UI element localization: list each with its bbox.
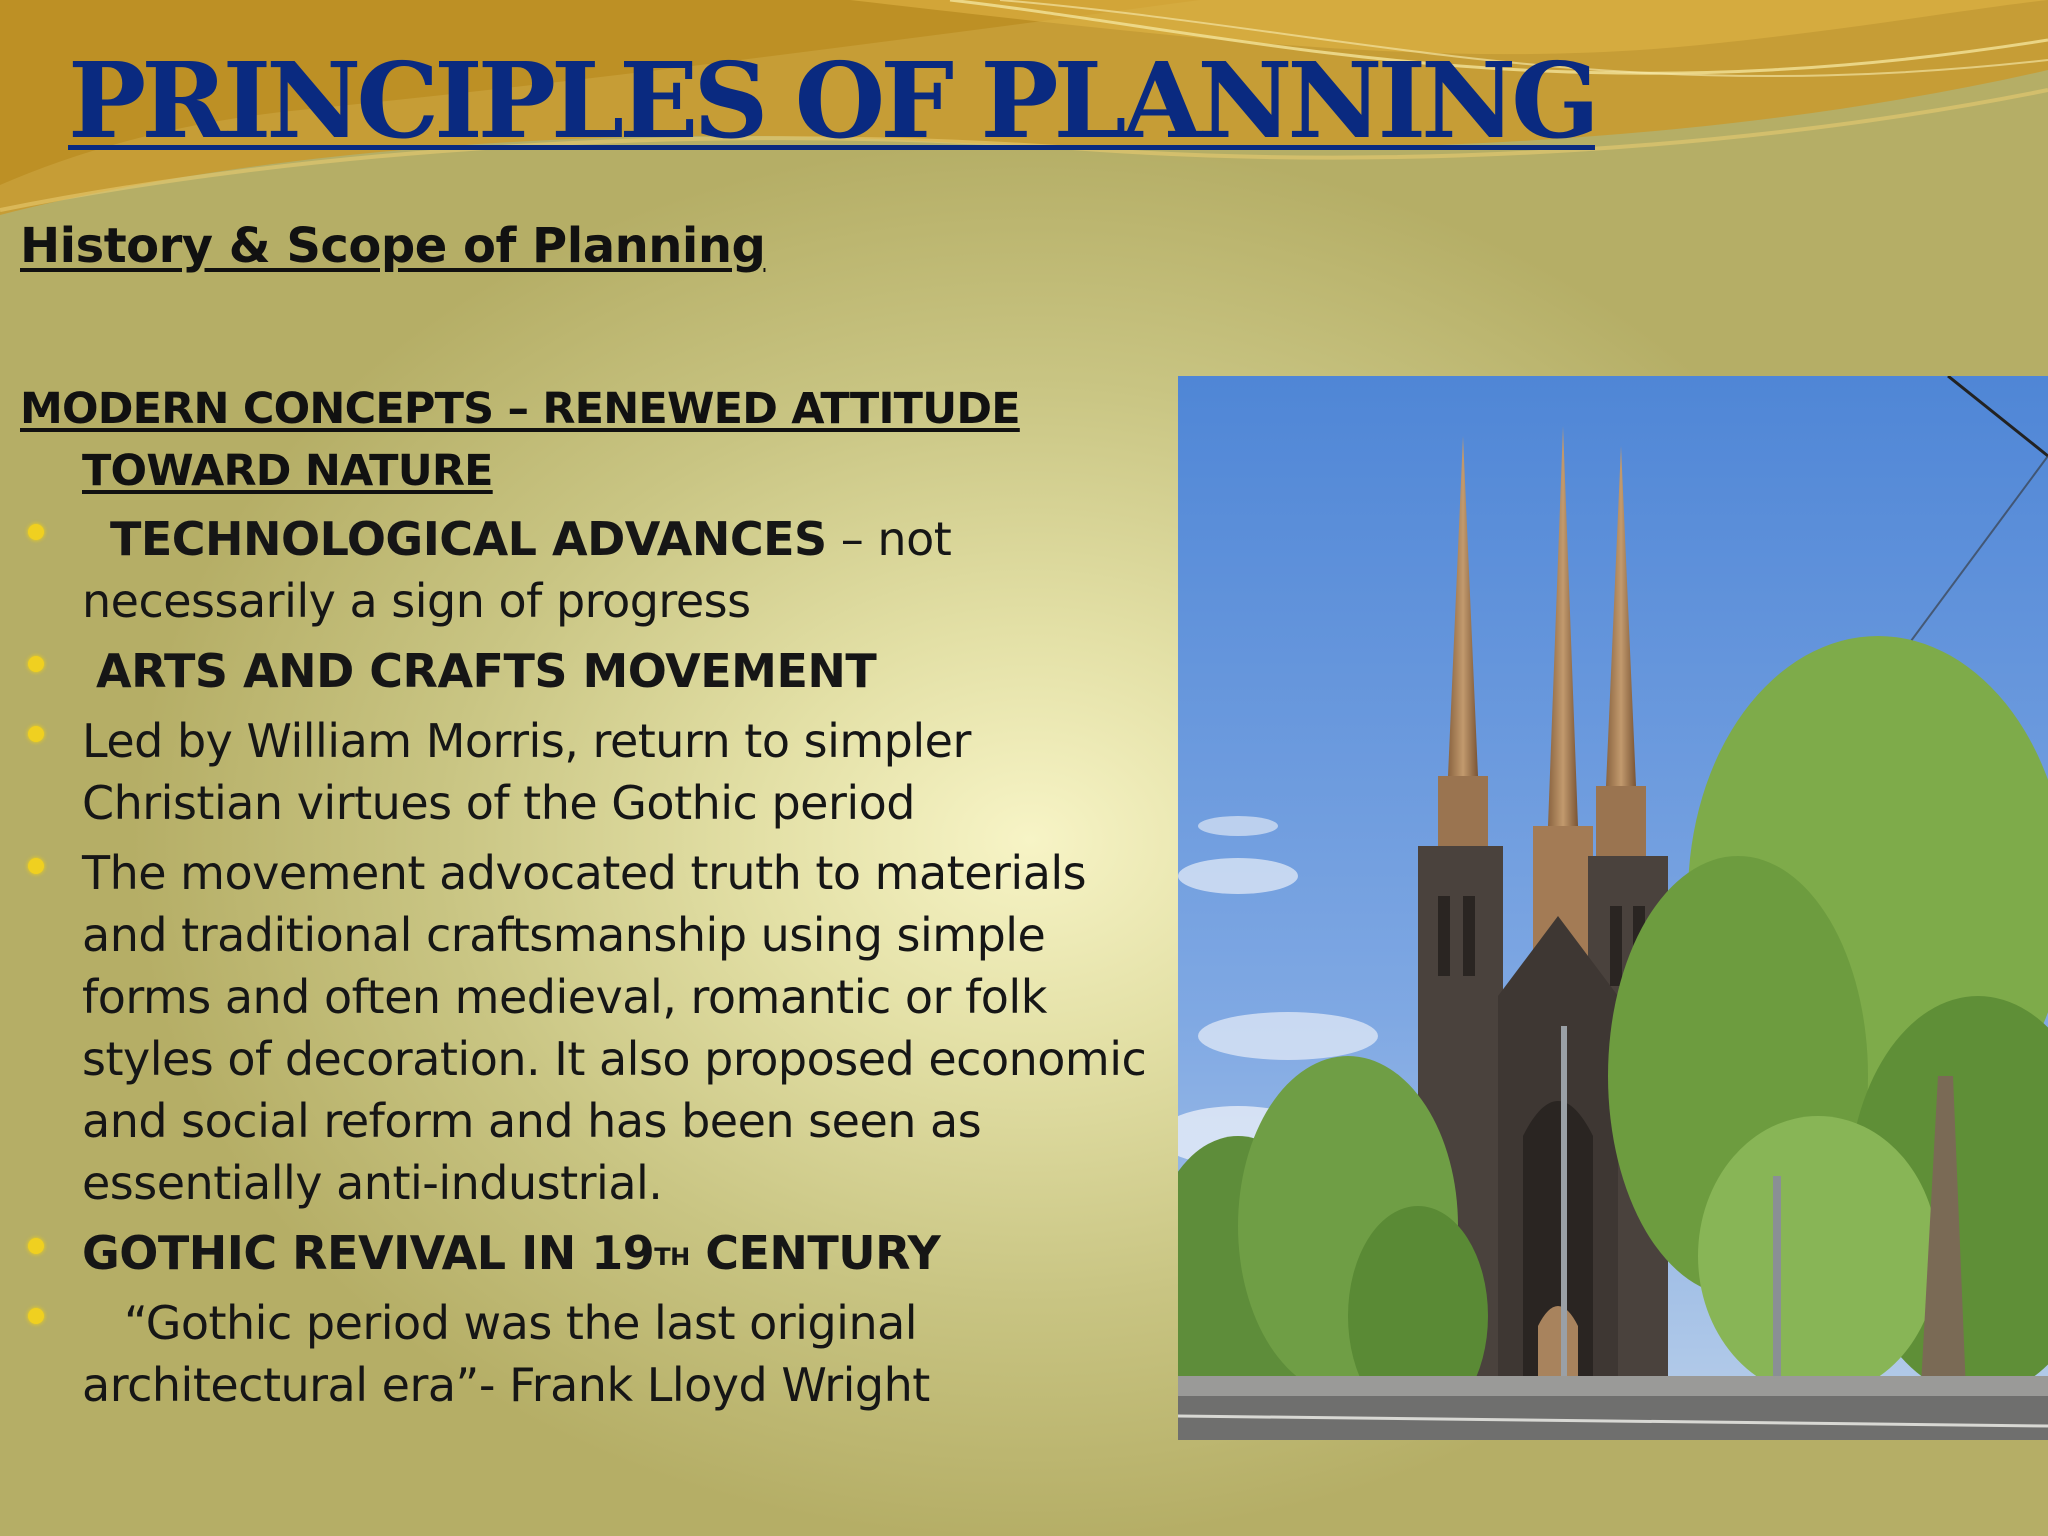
- section-heading-line1: MODERN CONCEPTS – RENEWED ATTITUDE: [20, 384, 1020, 434]
- slide-title: PRINCIPLES OF PLANNING: [68, 39, 1595, 162]
- superscript-text: TH: [654, 1243, 690, 1271]
- list-item: [20, 1222, 1180, 1284]
- section-heading-line2: TOWARD NATURE: [82, 446, 493, 496]
- list-item: [20, 640, 1180, 702]
- bullet-dot-icon: [28, 1308, 44, 1324]
- bullet-text: – not necessarily a sign of progress: [82, 512, 952, 628]
- list-item: [20, 842, 1180, 1214]
- bullet-dot-icon: [28, 656, 44, 672]
- gothic-cathedral-illustration: [1178, 376, 2048, 1440]
- slide-subtitle: History & Scope of Planning: [20, 218, 766, 274]
- bullet-text: Led by William Morris, return to simpler Christian virtues of the Gothic period: [82, 714, 971, 830]
- list-item: [20, 1292, 1180, 1416]
- bullet-bold-text: GOTHIC REVIVAL IN 19: [82, 1226, 655, 1280]
- list-item: [20, 508, 1180, 632]
- bullet-bold-text: ARTS AND CRAFTS MOVEMENT: [96, 644, 877, 698]
- bullet-bold-text: TECHNOLOGICAL ADVANCES: [110, 512, 827, 566]
- list-item: [20, 710, 1180, 834]
- cathedral-photo: [1178, 376, 2048, 1440]
- bullet-text: “Gothic period was the last original architectural era”- Frank Lloyd Wright: [82, 1296, 930, 1412]
- bullet-dot-icon: [28, 726, 44, 742]
- section-heading: [20, 378, 1150, 502]
- bullet-dot-icon: [28, 1238, 44, 1254]
- bullet-dot-icon: [28, 858, 44, 874]
- bullet-bold-text: CENTURY: [689, 1226, 941, 1280]
- bullet-list: [20, 508, 1180, 1424]
- bullet-dot-icon: [28, 524, 44, 540]
- bullet-text: The movement advocated truth to materials and traditional craftsmanship using simple forms and often medieval, romantic or folk styles of decoration. It also proposed economic and social reform and has been seen as essentially anti-industrial.: [82, 846, 1147, 1210]
